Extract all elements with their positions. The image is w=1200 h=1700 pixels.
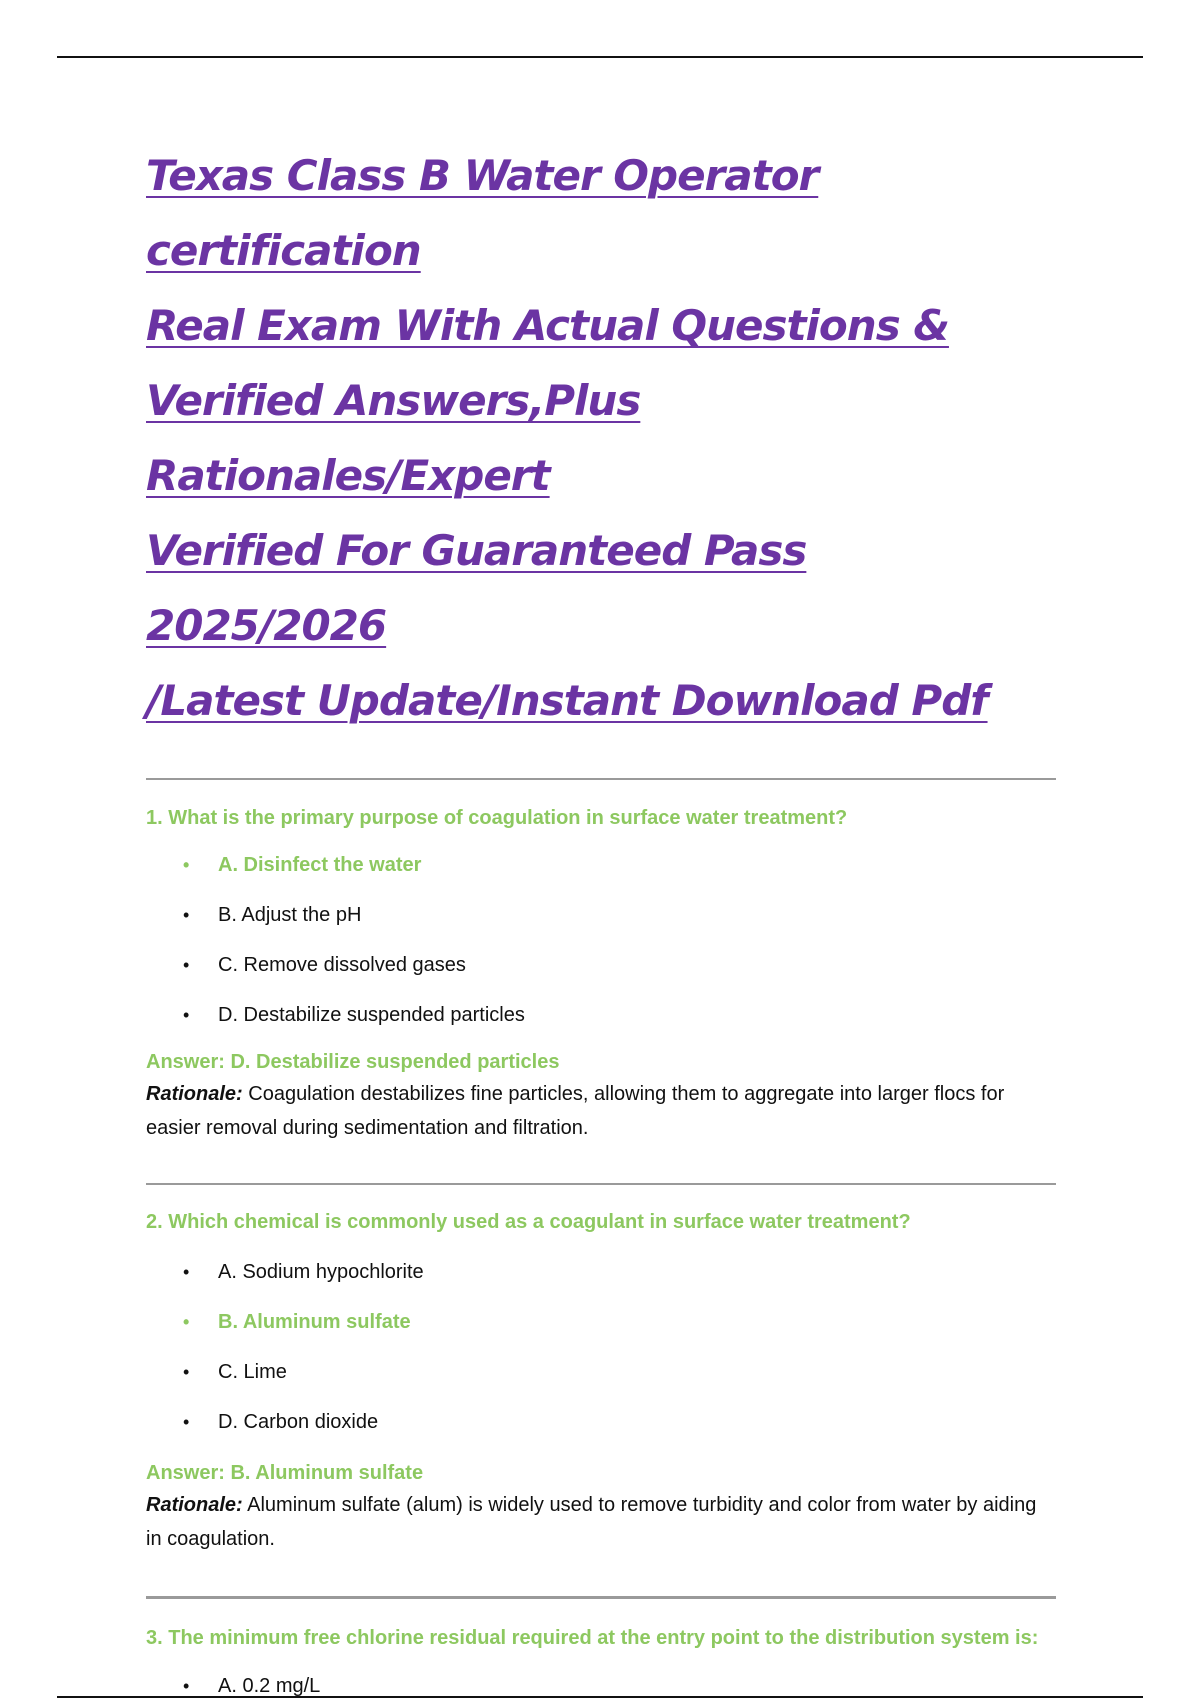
option-item — [146, 1410, 1056, 1434]
option-label: B. Adjust the pH — [218, 904, 362, 926]
bullet-icon: • — [183, 1412, 190, 1432]
answer-text: Answer: B. Aluminum sulfate — [146, 1462, 424, 1484]
option-item — [146, 1674, 1056, 1698]
document-body — [146, 138, 1056, 1698]
option-item — [146, 853, 1056, 877]
bullet-icon: • — [183, 855, 190, 875]
option-label: C. Remove dissolved gases — [218, 954, 466, 976]
bullet-icon: • — [183, 1005, 190, 1025]
rationale-paragraph — [146, 1488, 1056, 1556]
question-text: 2. Which chemical is commonly used as a coagulant in surface water treatment? — [146, 1211, 911, 1233]
option-label: A. Disinfect the water — [218, 854, 422, 876]
option-label: B. Aluminum sulfate — [218, 1311, 411, 1333]
option-label: D. Carbon dioxide — [218, 1411, 379, 1433]
option-item — [146, 1360, 1056, 1384]
bullet-icon: • — [183, 1262, 190, 1282]
document-title — [146, 138, 1056, 738]
question-text: 1. What is the primary purpose of coagulation in surface water treatment? — [146, 807, 848, 829]
option-item — [146, 1310, 1056, 1334]
option-list — [146, 853, 1056, 1027]
title-line: /Latest Update/Instant Download Pdf — [146, 676, 988, 725]
title-line: Real Exam With Actual Questions & — [146, 301, 949, 350]
rationale-label: Rationale: — [146, 1083, 243, 1105]
title-line: Verified For Guaranteed Pass 2025/2026 — [146, 526, 807, 650]
answer-text: Answer: D. Destabilize suspended particles — [146, 1051, 560, 1073]
top-rule — [57, 56, 1143, 58]
option-label: C. Lime — [218, 1361, 287, 1383]
question-text: 3. The minimum free chlorine residual required at the entry point to the distribution system is: — [146, 1627, 1039, 1649]
option-list — [146, 1674, 1056, 1698]
option-label: A. 0.2 mg/L — [218, 1675, 321, 1697]
section-divider — [146, 778, 1056, 780]
option-item — [146, 953, 1056, 977]
bullet-icon: • — [183, 955, 190, 975]
option-item — [146, 1260, 1056, 1284]
option-item — [146, 1003, 1056, 1027]
bullet-icon: • — [183, 1362, 190, 1382]
question-block — [146, 1207, 1056, 1556]
title-line: Texas Class B Water Operator certification — [146, 151, 819, 275]
rationale-text: Aluminum sulfate (alum) is widely used to remove turbidity and color from water by aiding in coagulation. — [146, 1494, 1037, 1550]
question-block — [146, 1623, 1056, 1698]
rationale-paragraph — [146, 1077, 1056, 1145]
option-item — [146, 903, 1056, 927]
option-label: A. Sodium hypochlorite — [218, 1261, 424, 1283]
title-line: Verified Answers,Plus Rationales/Expert — [146, 376, 641, 500]
rationale-label: Rationale: — [146, 1494, 243, 1516]
option-label: D. Destabilize suspended particles — [218, 1004, 525, 1026]
bottom-rule — [57, 1696, 1143, 1698]
section-divider — [146, 1596, 1056, 1599]
bullet-icon: • — [183, 1312, 190, 1332]
rationale-text: Coagulation destabilizes fine particles, allowing them to aggregate into larger flocs for easier removal during sedimentation and filtration. — [146, 1083, 1005, 1139]
section-divider — [146, 1183, 1056, 1185]
question-block — [146, 803, 1056, 1145]
bullet-icon: • — [183, 905, 190, 925]
bullet-icon: • — [183, 1676, 190, 1696]
option-list — [146, 1260, 1056, 1434]
